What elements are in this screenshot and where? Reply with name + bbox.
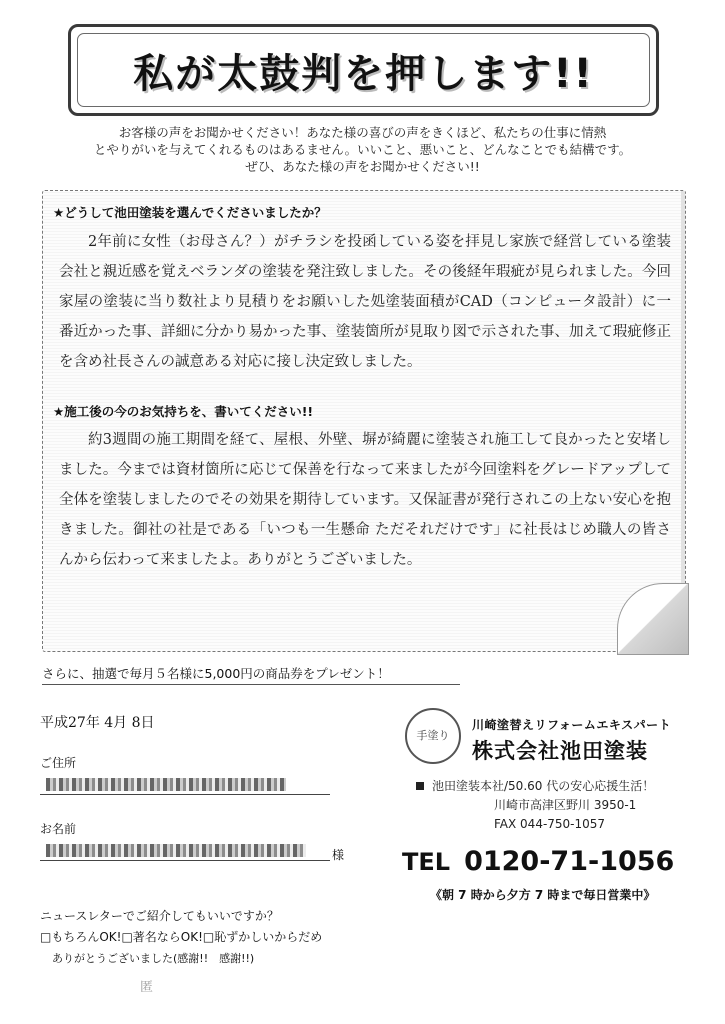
card-shadow: [681, 191, 685, 651]
newsletter-options: □もちろんOK!□著名ならOK!□恥ずかしいからだめ: [40, 930, 323, 944]
lottery-notice: さらに、抽選で毎月５名様に5,000円の商品券をプレゼント！: [42, 664, 460, 685]
newsletter-thanks: ありがとうございました(感謝!! 感謝!!): [52, 952, 255, 965]
company-contact: [416, 777, 716, 834]
survey-card: [42, 190, 686, 652]
newsletter-consent: [40, 906, 322, 969]
telephone: [402, 846, 674, 877]
address-redaction-mosaic: [46, 778, 286, 791]
company-fax: FAX 044-750-1057: [494, 817, 606, 831]
survey-answer-2: 約3週間の施工期間を経て、屋根、外壁、塀が綺麗に塗装され施工して良かったと安堵しました。今までは資材箇所に応じて保善を行なって来ましたが今回塗料をグレードアップして全体を塗装しましたのでその効果を期待しています。又保証書が発行されこの上ない安心を抱きました。御社の社是である「いつも一生懸命 ただそれだけです」に社長はじめ職人の皆さんから伝わって来ましたよ。ありがとうございました。: [59, 432, 671, 568]
hand-painted-seal-logo: 手塗り: [405, 708, 461, 764]
page-curl-decoration: [617, 583, 689, 655]
intro-line-2: とやりがいを与えてくれるものはあるません。いいこと、悪いこと、どんなことでも結構です。: [93, 142, 632, 157]
intro-line-3: ぜひ、あなた様の声をお聞かせください!!: [245, 159, 480, 174]
name-redaction-mosaic: [46, 844, 306, 857]
intro-line-1: お客様の声をお聞かせください！あなた様の喜びの声をきくほど、私たちの仕事に情熱: [118, 125, 607, 140]
name-label: お名前: [40, 822, 77, 836]
address-label: ご住所: [40, 756, 77, 770]
survey-question-1: ★どうして池田塗装を選んでくださいましたか？: [53, 205, 327, 220]
square-bullet-icon: [416, 782, 424, 790]
tel-number: 0120-71-1056: [464, 846, 675, 877]
page-title: 私が太鼓判を押します!!: [133, 50, 594, 97]
company-slogan: 池田塗装本社/50.60 代の安心応援生活！: [432, 779, 655, 793]
survey-answer-1: 2年前に女性（お母さん？）がチラシを投函している姿を拝見し家族で経営している塗装会社と親近感を覚えベランダの塗装を発注致しました。その後経年瑕疵が見られました。今回家屋の塗装に当り数社より見積りをお願いした処塗装面積がCAD（コンピュータ設計）に一番近かった事、詳細に分かり易かった事、塗装箇所が見取り図で示された事、加えて瑕疵修正を含め社長さんの誠意ある対応に接し決定致しました。: [59, 234, 671, 370]
survey-question-2: ★施工後の今のお気持ちを、書いてください!!: [53, 404, 314, 419]
anonymous-mark: 匿: [140, 980, 154, 995]
newsletter-question: ニュースレターでご紹介してもいいですか？: [40, 909, 279, 923]
company-name: 株式会社池田塗装: [472, 739, 648, 763]
company-block: [472, 716, 712, 765]
company-address: 川崎市高津区野川 3950-1: [494, 798, 637, 812]
name-suffix: 様: [332, 848, 345, 862]
intro-text: [70, 124, 655, 175]
submission-date: 平成27年 4月 8日: [40, 715, 155, 731]
title-banner: [68, 24, 659, 116]
tel-label: TEL: [402, 848, 451, 876]
business-hours: 《朝 7 時から夕方 7 時まで毎日営業中》: [430, 888, 656, 902]
company-tagline: 川崎塗替えリフォームエキスパート: [472, 718, 672, 732]
